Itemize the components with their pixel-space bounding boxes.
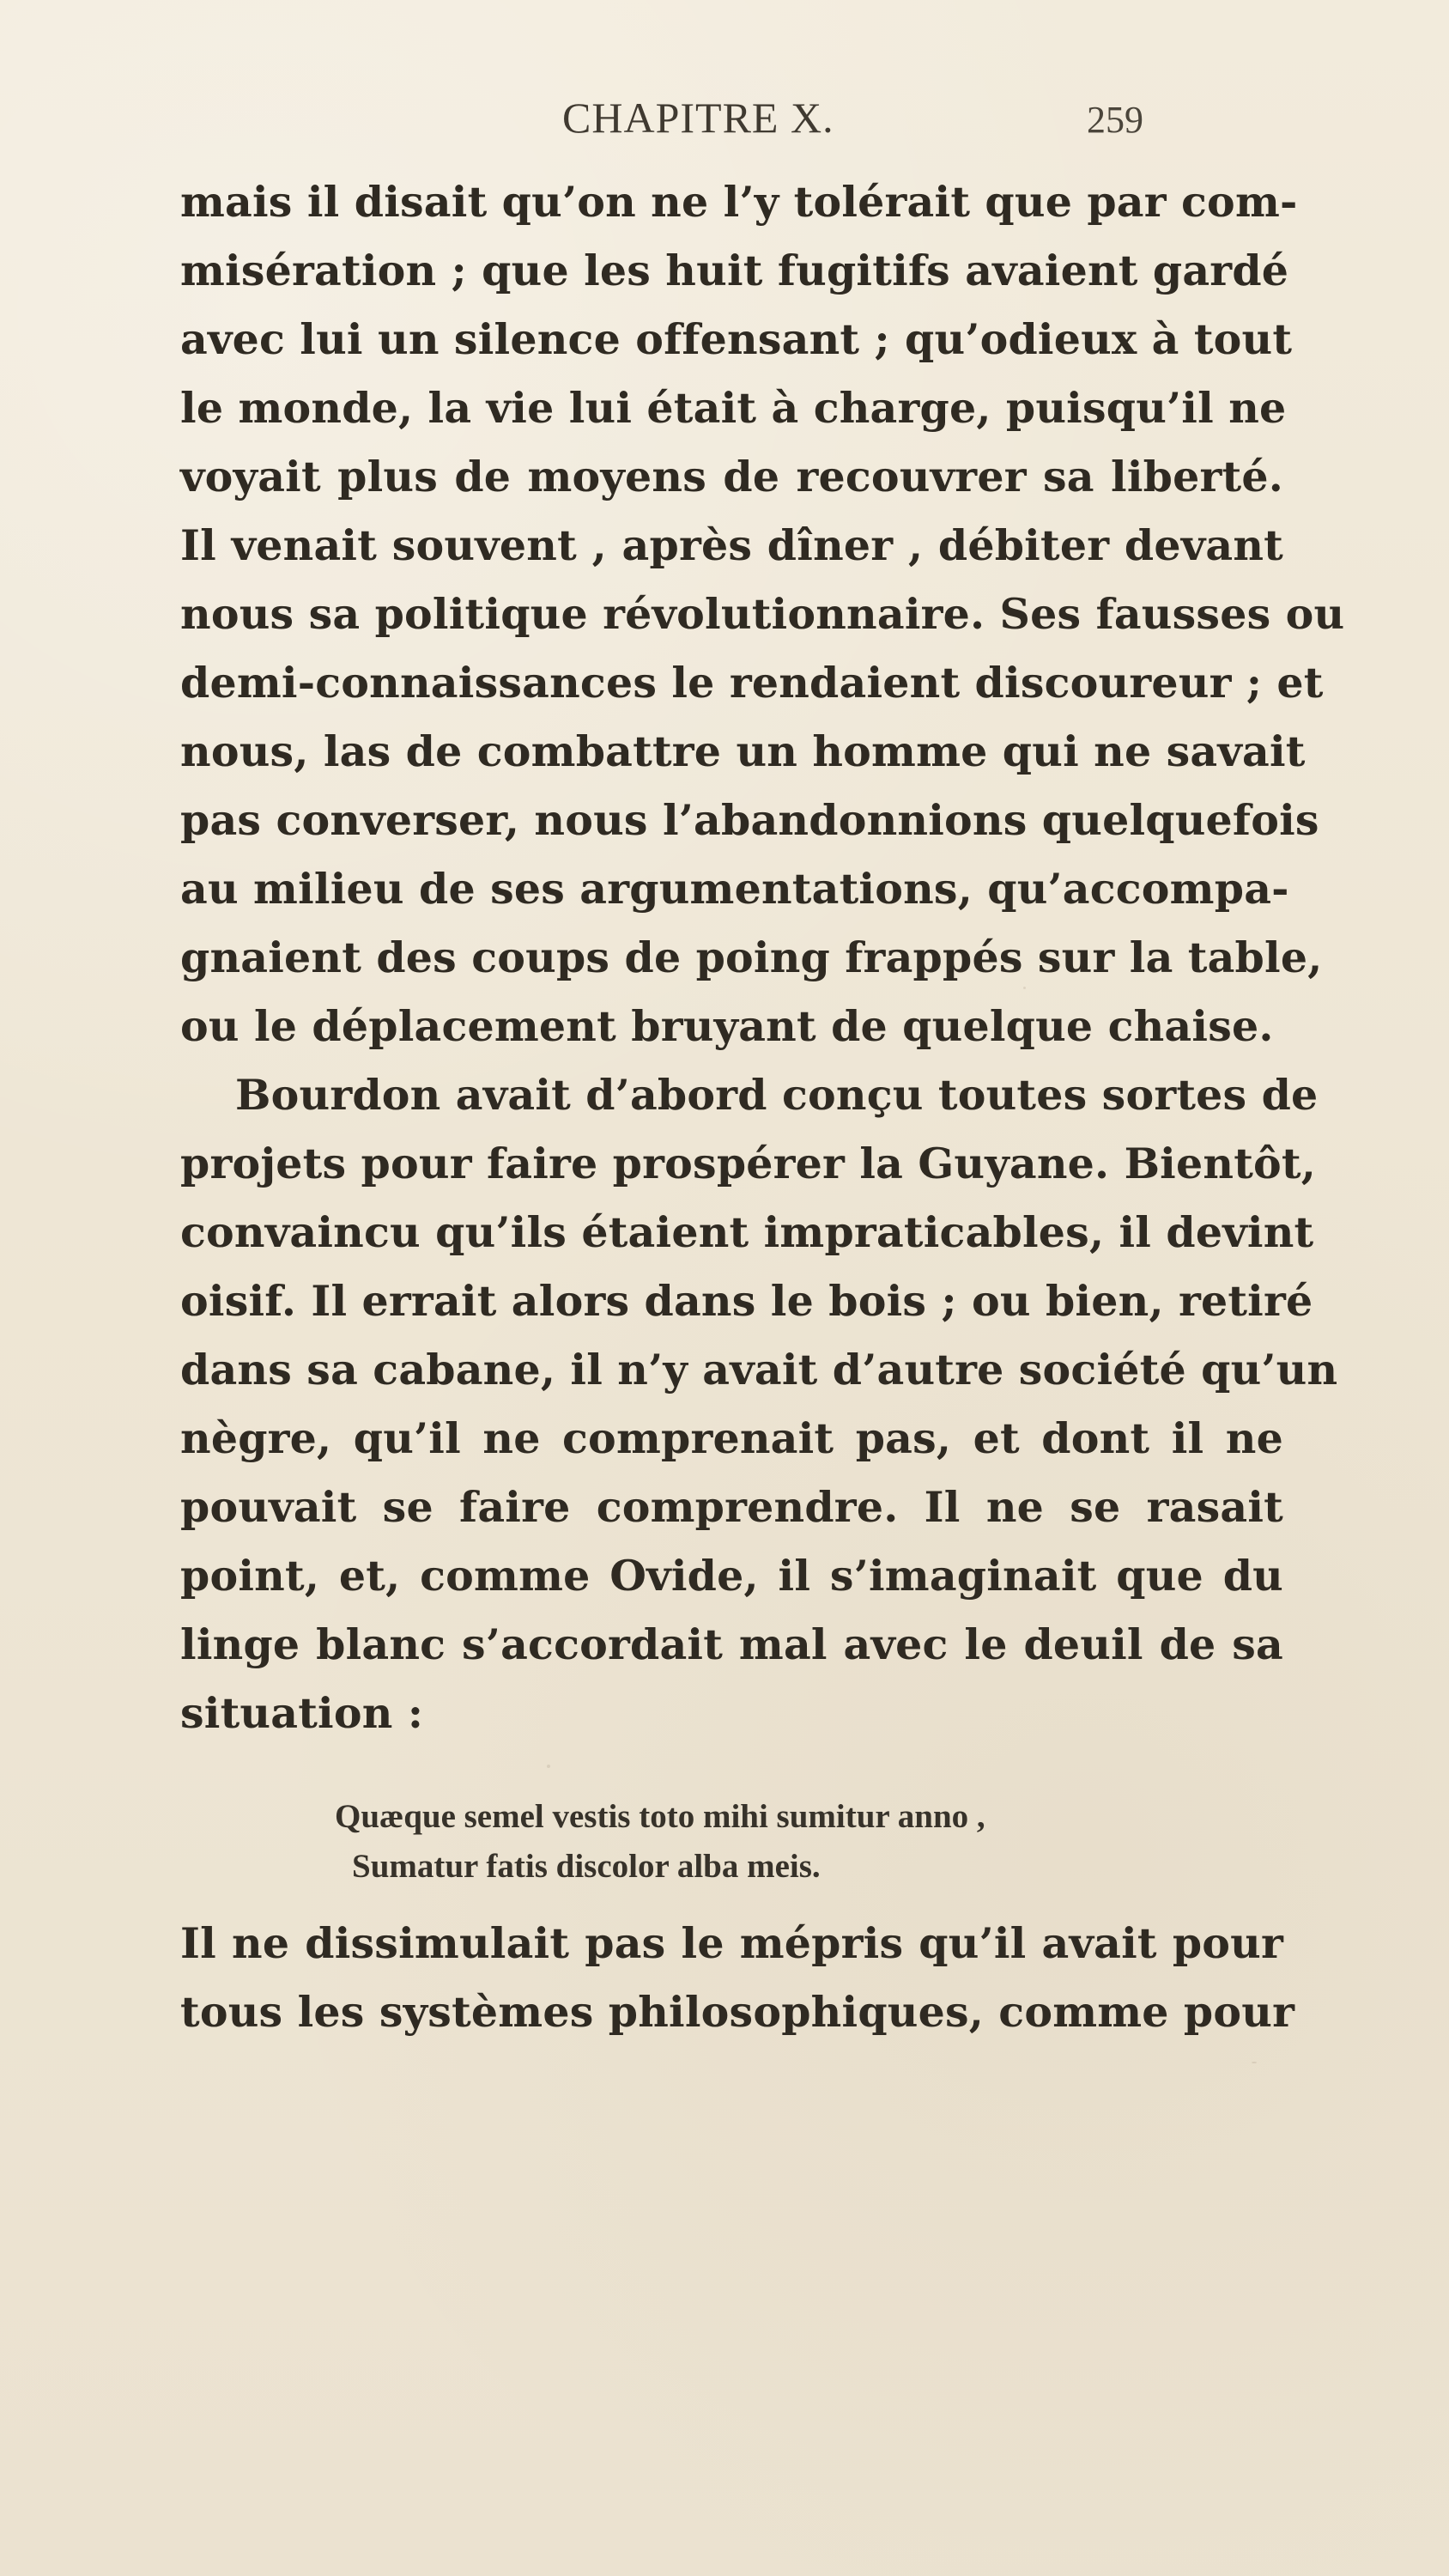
text-line: ou le déplacement bruyant de quelque chaise. — [180, 1001, 1274, 1051]
text-line: Il ne dissimulait pas le mépris qu’il avait pour — [180, 1918, 1283, 1968]
text-line: gnaient des coups de poing frappés sur la table, — [180, 933, 1323, 982]
text-line: projets pour faire prospérer la Guyane. Bientôt, — [180, 1139, 1317, 1188]
text-line: au milieu de ses argumentations, qu’accompa- — [180, 864, 1289, 914]
paper-speck — [1023, 987, 1026, 989]
text-line: le monde, la vie lui était à charge, puisqu’il ne — [180, 383, 1287, 433]
page-header — [172, 93, 1288, 155]
paragraph-start-line: Bourdon avait d’abord conçu toutes sortes de — [235, 1070, 1319, 1120]
text-line: linge blanc s’accordait mal avec le deuil de sa — [180, 1619, 1283, 1669]
paper-speck — [547, 1765, 550, 1768]
page-number: 259 — [1087, 99, 1143, 141]
quotation-line: Quæque semel vestis toto mihi sumitur anno , — [335, 1798, 985, 1835]
text-line: oisif. Il errait alors dans le bois ; ou bien, retiré — [180, 1276, 1313, 1326]
text-line: mais il disait qu’on ne l’y tolérait que par com- — [180, 177, 1298, 227]
text-line: pouvait se faire comprendre. Il ne se rasait — [180, 1482, 1283, 1532]
text-line: tous les systèmes philosophiques, comme pour — [180, 1987, 1295, 2037]
text-line: dans sa cabane, il n’y avait d’autre société qu’un — [180, 1345, 1338, 1394]
quotation-line: Sumatur fatis discolor alba meis. — [352, 1848, 821, 1885]
text-line: Il venait souvent , après dîner , débiter devant — [180, 520, 1283, 570]
text-line: nous sa politique révolutionnaire. Ses fausses ou — [180, 589, 1345, 639]
text-line: pas converser, nous l’abandonnions quelquefois — [180, 795, 1319, 845]
text-line: point, et, comme Ovide, il s’imaginait que du — [180, 1551, 1283, 1601]
text-line: situation : — [180, 1688, 424, 1738]
text-line: voyait plus de moyens de recouvrer sa liberté. — [180, 452, 1283, 501]
text-line: nous, las de combattre un homme qui ne savait — [180, 726, 1306, 776]
paper-speck — [1252, 2062, 1257, 2063]
running-head: CHAPITRE X. — [562, 94, 834, 142]
text-line: misération ; que les huit fugitifs avaient gardé — [180, 246, 1289, 295]
text-line: convaincu qu’ils étaient impraticables, il devint — [180, 1207, 1314, 1257]
text-line: demi-connaissances le rendaient discoureur ; et — [180, 658, 1324, 708]
text-line: nègre, qu’il ne comprenait pas, et dont il ne — [180, 1413, 1283, 1463]
text-line: avec lui un silence offensant ; qu’odieux à tout — [180, 314, 1293, 364]
